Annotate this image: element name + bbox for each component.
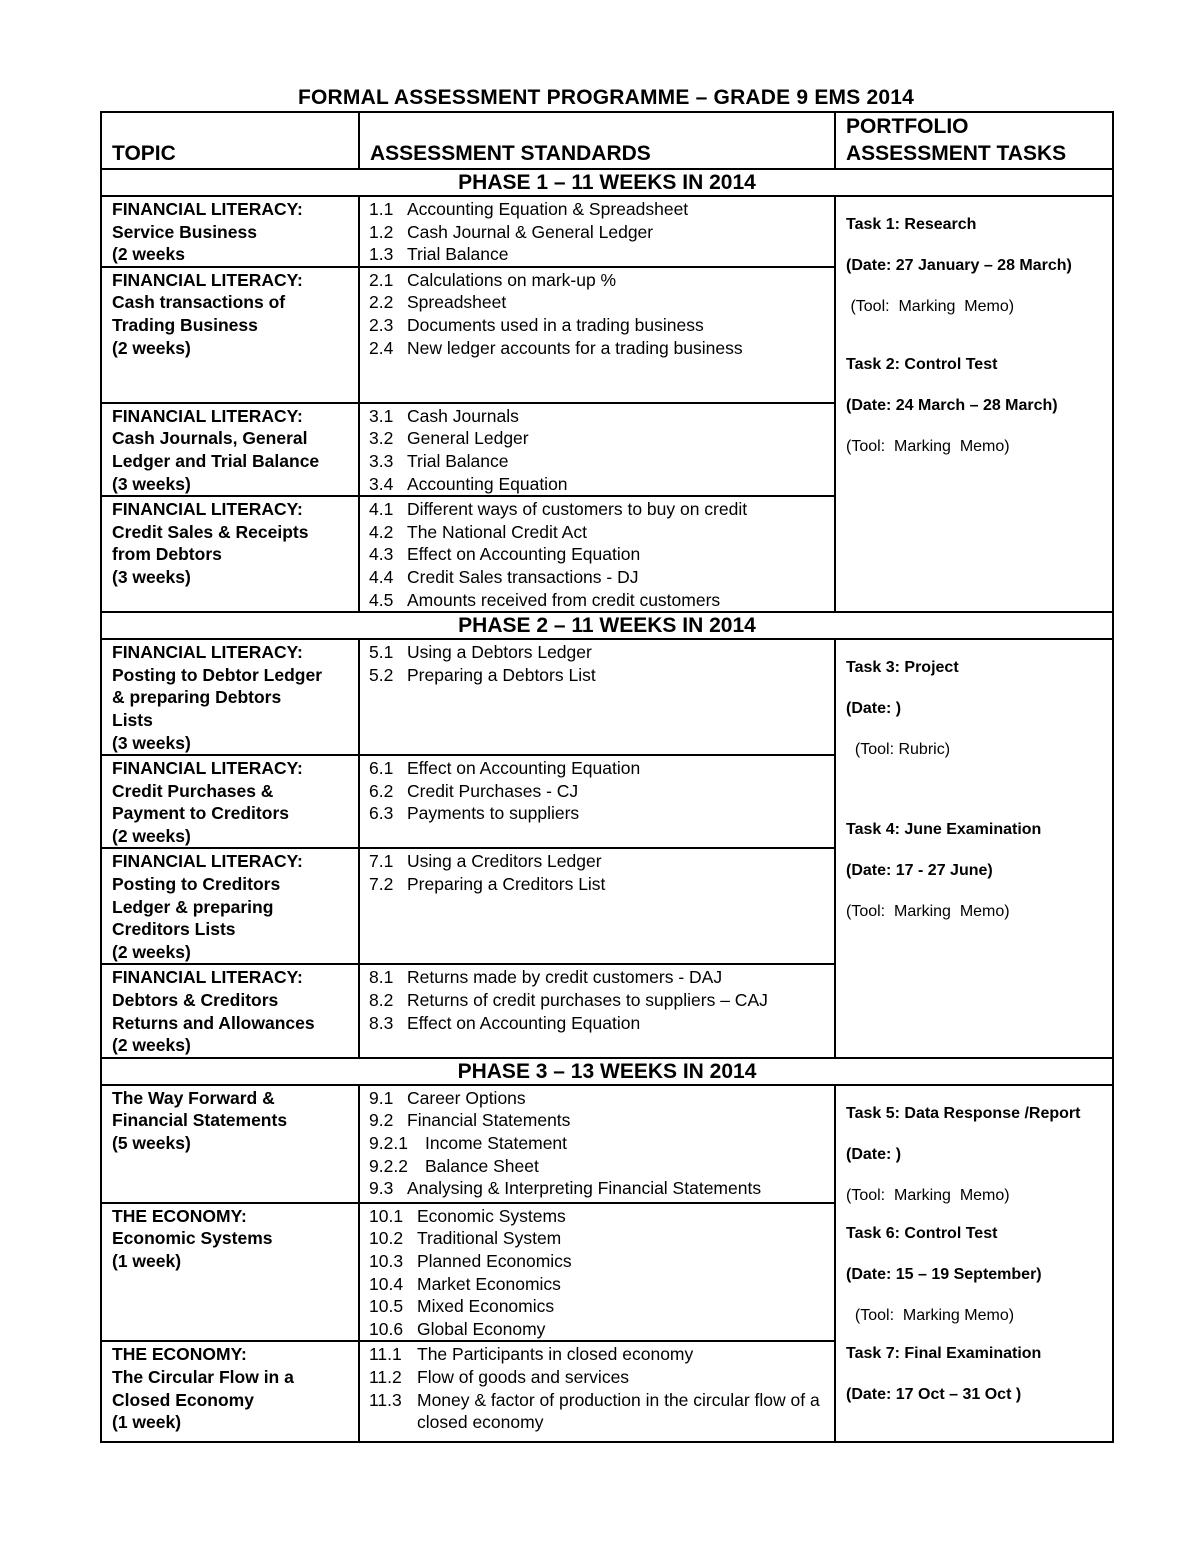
standard-text: Accounting Equation & Spreadsheet [407,199,689,219]
standard-text: General Ledger [407,428,529,449]
standard-text: Global Economy [417,1318,546,1339]
topic-line: (2 weeks [112,244,185,265]
standard-text: Returns of credit purchases to suppliers – CAJ [407,990,768,1011]
topic-cell [101,755,359,848]
topic-line: FINANCIAL LITERACY: [112,405,303,426]
standard-number: 8.2 [369,990,394,1011]
standard-item [369,1012,828,1035]
topic-line: THE ECONOMY: [112,1205,247,1226]
standard-item [369,780,828,803]
standard-number: 10.3 [369,1251,404,1271]
standard-text: Documents used in a trading business [407,314,704,335]
standard-item [369,1273,828,1296]
standards-cell [359,1341,835,1442]
standards-cell [359,196,835,267]
standard-item [369,589,828,612]
spacer [846,1165,1106,1186]
topic-line: (3 weeks) [112,473,191,494]
standard-text: Spreadsheet [407,292,507,313]
topic-line: FINANCIAL LITERACY: [112,269,303,290]
standard-item [369,757,828,780]
standard-text: Trial Balance [407,450,509,471]
topic-line: (3 weeks) [112,566,191,587]
spacer [846,1285,1106,1306]
standard-number: 3.2 [369,428,394,449]
task-date: (Date: ) [846,700,902,718]
topic-cell [101,196,359,267]
topic-line: Posting to Debtor Ledger [112,664,322,685]
portfolio-tasks-cell [835,639,1113,1058]
task-title: Task 2: Control Test [846,356,998,373]
spacer [846,881,1106,902]
standard-number: 10.2 [369,1228,404,1249]
spacer [846,840,1106,861]
spacer [846,375,1106,396]
standard-item [369,1227,828,1250]
standard-item [369,291,828,314]
task-title: Task 7: Final Examination [846,1344,1042,1362]
standard-number: 6.2 [369,780,394,801]
spacer [846,1244,1106,1265]
standard-text: Money & factor of production in the circular flow of a closed economy [417,1389,820,1433]
standard-text: Credit Purchases - CJ [407,780,579,801]
header-portfolio-line2: ASSESSMENT TASKS [846,142,1067,165]
task-title: Task 5: Data Response /Report [846,1104,1081,1122]
topic-line: Cash transactions of [112,292,286,313]
topic-line: Posting to Creditors [112,874,281,895]
standards-cell [359,1203,835,1342]
standards-cell [359,639,835,755]
topic-cell [101,1085,359,1203]
assessment-table [100,111,1114,1443]
standard-number: 6.1 [369,758,394,779]
header-standards: ASSESSMENT STANDARDS [359,112,835,169]
standard-item [369,405,828,428]
topic-line: THE ECONOMY: [112,1344,247,1365]
phase-row [101,1058,1113,1085]
standard-item [369,873,828,896]
standard-item [369,1087,828,1110]
standard-text: Mixed Economics [417,1296,555,1317]
standards-cell [359,755,835,848]
topic-line: (3 weeks) [112,732,191,753]
standard-text: Payments to suppliers [407,803,580,824]
spacer [846,719,1106,740]
standard-number: 10.6 [369,1318,404,1339]
standard-text: The Participants in closed economy [417,1344,694,1365]
standard-number: 11.3 [369,1389,402,1410]
standard-text: Accounting Equation [407,473,568,494]
standard-item [369,1295,828,1318]
standard-number: 9.2.1 [369,1133,408,1153]
standard-text: Economic Systems [417,1205,566,1226]
standard-text: Credit Sales transactions - DJ [407,566,639,587]
standard-text: Flow of goods and services [417,1366,630,1387]
standard-number: 4.3 [369,544,394,565]
standard-item [369,521,828,544]
standard-number: 11.1 [369,1344,402,1365]
standard-number: 1.2 [369,221,394,242]
task-tool: (Tool: Marking Memo) [846,298,1015,315]
task-date: (Date: 15 – 19 September) [846,1265,1042,1283]
standard-number: 10.1 [369,1205,404,1226]
spacer [846,1364,1106,1385]
topic-line: & preparing Debtors [112,687,282,708]
standard-item [369,850,828,873]
standard-item [369,1132,828,1155]
topic-line: The Circular Flow in a [112,1366,294,1387]
standard-number: 2.1 [369,269,394,290]
standard-text: Income Statement [425,1133,568,1153]
standard-item [369,1177,828,1200]
task-title: Task 1: Research [846,216,977,233]
standard-number: 10.4 [369,1273,404,1294]
standard-number: 9.1 [369,1087,394,1108]
topic-line: Service Business [112,221,257,242]
phase-label: PHASE 1 – 11 WEEKS IN 2014 [101,169,1113,196]
task-date: (Date: 17 - 27 June) [846,862,993,880]
topic-line: FINANCIAL LITERACY: [112,642,303,663]
standard-text: Effect on Accounting Equation [407,758,641,779]
standard-number: 9.2 [369,1110,394,1131]
topic-cell [101,403,359,496]
spacer [846,1124,1106,1145]
topic-line: Lists [112,709,153,730]
standard-text: Calculations on mark-up % [407,269,617,290]
standard-text: Returns made by credit customers - DAJ [407,967,723,988]
task-date: (Date: ) [846,1145,902,1163]
topic-line: The Way Forward & [112,1087,275,1108]
task-title: Task 6: Control Test [846,1224,998,1242]
phase-label: PHASE 3 – 13 WEEKS IN 2014 [101,1058,1113,1085]
standard-item [369,243,828,266]
standard-number: 3.4 [369,473,394,494]
spacer [846,1206,1106,1224]
topic-line: FINANCIAL LITERACY: [112,758,303,779]
topic-line: Ledger and Trial Balance [112,450,320,471]
spacer [846,760,1106,820]
standard-text: Effect on Accounting Equation [407,1012,641,1033]
standard-item [369,473,828,496]
standard-text: Cash Journal & General Ledger [407,221,654,242]
standard-text: Financial Statements [407,1110,571,1131]
standard-item [369,269,828,292]
topic-line: FINANCIAL LITERACY: [112,199,303,219]
standard-item [369,1343,828,1366]
topic-line: Closed Economy [112,1389,254,1410]
standard-text: The National Credit Act [407,521,587,542]
topic-line: (5 weeks) [112,1133,191,1153]
task-date: (Date: 24 March – 28 March) [846,397,1058,414]
standard-item [369,450,828,473]
standard-number: 7.2 [369,874,394,895]
topic-line: Debtors & Creditors [112,990,279,1011]
table-row [101,639,1113,755]
topic-line: Credit Sales & Receipts [112,521,309,542]
standard-text: Different ways of customers to buy on credit [407,499,748,520]
spacer [846,276,1106,297]
task-date: (Date: 17 Oct – 31 Oct ) [846,1385,1022,1403]
topic-cell [101,848,359,964]
standards-cell [359,848,835,964]
topic-line: Credit Purchases & [112,780,274,801]
standard-text: Using a Debtors Ledger [407,642,592,663]
standard-number: 1.1 [369,199,394,219]
document-title: FORMAL ASSESSMENT PROGRAMME – GRADE 9 EMS 2014 [298,86,914,109]
task-tool: (Tool: Marking Memo) [846,1186,1010,1204]
standard-number: 3.3 [369,450,394,471]
topic-line: (1 week) [112,1412,182,1433]
standard-item [369,1155,828,1178]
standard-number: 3.1 [369,405,394,426]
standard-text: Trial Balance [407,244,509,265]
topic-line: FINANCIAL LITERACY: [112,851,303,872]
topic-cell [101,267,359,403]
standard-number: 9.2.2 [369,1155,408,1176]
standard-number: 2.3 [369,314,394,335]
standards-cell [359,403,835,496]
standard-item [369,641,828,664]
standard-item [369,1109,828,1132]
header-topic: TOPIC [101,112,359,169]
standard-text: Cash Journals [407,405,519,426]
portfolio-tasks-cell [835,1085,1113,1443]
standard-item [369,221,828,244]
task-title: Task 3: Project [846,659,959,677]
topic-line: Returns and Allowances [112,1012,315,1033]
standard-text: Market Economics [417,1273,561,1294]
task-tool: (Tool: Marking Memo) [846,1306,1015,1324]
standard-text: Balance Sheet [425,1155,539,1176]
topic-cell [101,639,359,755]
topic-line: Financial Statements [112,1110,288,1131]
spacer [846,1326,1106,1344]
standard-item [369,989,828,1012]
standard-item [369,498,828,521]
standard-item [369,802,828,825]
phase-label: PHASE 2 – 11 WEEKS IN 2014 [101,612,1113,639]
topic-line: FINANCIAL LITERACY: [112,967,303,988]
topic-line: (1 week) [112,1251,182,1271]
topic-line: (2 weeks) [112,825,191,846]
standard-number: 8.1 [369,967,394,988]
standard-item [369,427,828,450]
standard-number: 1.3 [369,244,394,265]
portfolio-tasks-cell [835,196,1113,612]
header-row [101,112,1113,169]
standard-item [369,1205,828,1228]
phase-row [101,612,1113,639]
topic-line: Economic Systems [112,1228,273,1249]
topic-cell [101,1203,359,1342]
standard-item [369,1389,828,1434]
standard-text: New ledger accounts for a trading business [407,337,743,358]
standards-cell [359,1085,835,1203]
header-portfolio-line1: PORTFOLIO [846,115,969,138]
topic-line: FINANCIAL LITERACY: [112,499,303,520]
spacer [846,678,1106,699]
phase-row [101,169,1113,196]
topic-line: Payment to Creditors [112,803,289,824]
standard-number: 5.1 [369,642,394,663]
standard-number: 2.2 [369,292,394,313]
standard-text: Planned Economics [417,1251,572,1271]
standard-item [369,314,828,337]
topic-cell [101,496,359,612]
topic-line: Trading Business [112,314,258,335]
standard-item [369,1318,828,1341]
topic-line: from Debtors [112,544,222,565]
standard-item [369,1366,828,1389]
topic-line: (2 weeks) [112,941,191,962]
standard-text: Using a Creditors Ledger [407,851,602,872]
standard-number: 2.4 [369,337,394,358]
topic-line: Creditors Lists [112,919,236,940]
standard-number: 5.2 [369,664,394,685]
task-tool: (Tool: Marking Memo) [846,903,1010,921]
task-tool: (Tool: Marking Memo) [846,438,1010,455]
topic-line: (2 weeks) [112,1035,191,1056]
topic-line: Cash Journals, General [112,428,308,449]
spacer [846,317,1106,355]
standard-number: 4.1 [369,499,394,520]
standard-number: 6.3 [369,803,394,824]
standard-item [369,543,828,566]
standards-cell [359,267,835,403]
standard-number: 4.4 [369,566,394,587]
standard-text: Preparing a Debtors List [407,664,596,685]
topic-line: Ledger & preparing [112,896,274,917]
standard-number: 11.2 [369,1366,402,1387]
standard-text: Analysing & Interpreting Financial Statements [407,1178,762,1199]
standards-cell [359,964,835,1057]
standard-item [369,566,828,589]
table-row [101,196,1113,267]
standard-item [369,1250,828,1273]
standards-cell [359,496,835,612]
topic-cell [101,964,359,1057]
task-tool: (Tool: Rubric) [846,741,951,759]
standard-item [369,337,828,360]
standard-number: 10.5 [369,1296,404,1317]
task-date: (Date: 27 January – 28 March) [846,257,1072,274]
topic-line: (2 weeks) [112,337,191,358]
spacer [846,235,1106,256]
standard-item [369,664,828,687]
standard-text: Traditional System [417,1228,562,1249]
standard-text: Career Options [407,1087,526,1108]
standard-text: Effect on Accounting Equation [407,544,641,565]
topic-cell [101,1341,359,1442]
table-row [101,1085,1113,1203]
standard-text: Preparing a Creditors List [407,874,606,895]
standard-number: 9.3 [369,1178,394,1199]
standard-number: 4.5 [369,589,394,610]
standard-number: 8.3 [369,1012,394,1033]
standard-number: 7.1 [369,851,394,872]
task-title: Task 4: June Examination [846,821,1042,839]
standard-number: 4.2 [369,521,394,542]
standard-item [369,966,828,989]
standard-text: Amounts received from credit customers [407,589,721,610]
standard-item [369,198,828,221]
spacer [846,416,1106,437]
header-portfolio [835,112,1113,169]
